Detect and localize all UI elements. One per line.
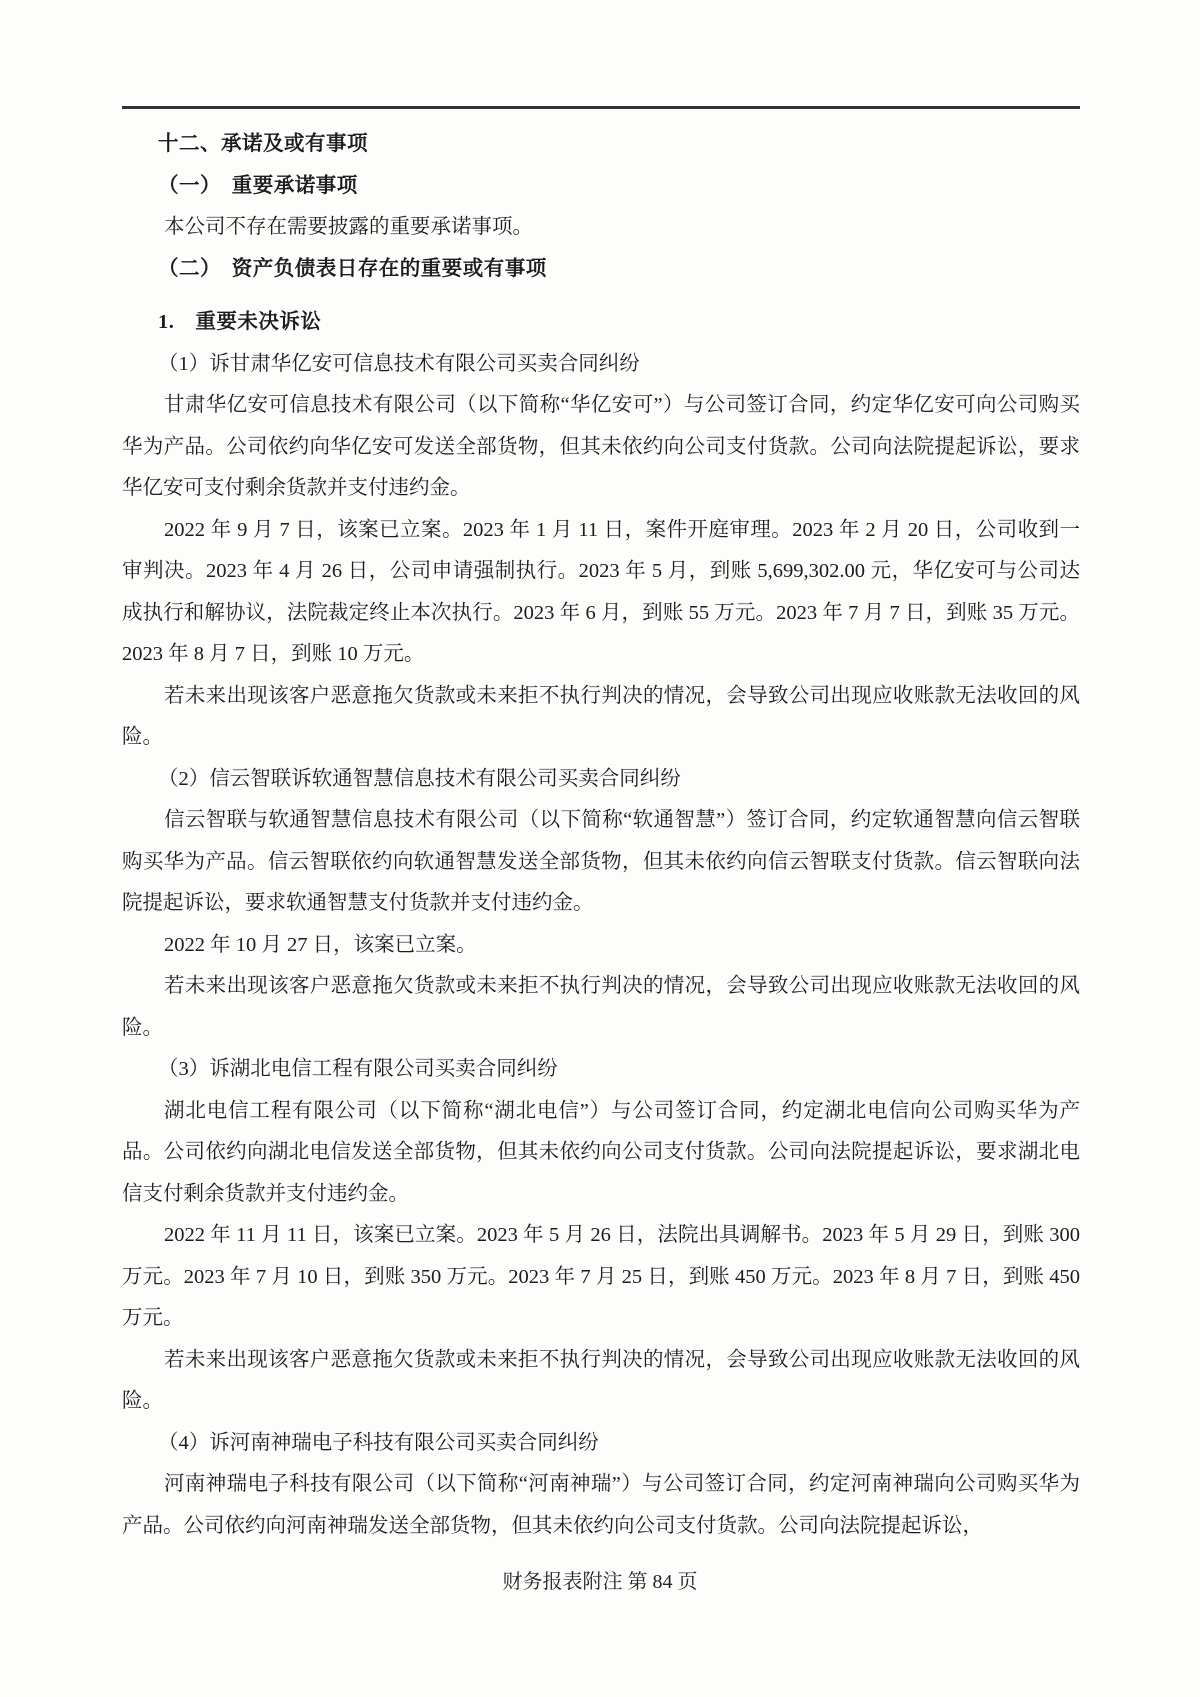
page-footer: 财务报表附注 第 84 页 (502, 1571, 698, 1593)
paragraph: 本公司不存在需要披露的重要承诺事项。 (164, 216, 533, 238)
case-title: （4）诉河南神瑞电子科技有限公司买卖合同纠纷 (158, 1431, 599, 1454)
paragraph: 河南神瑞电子科技有限公司（以下简称“河南神瑞”）与公司签订合同，约定河南神瑞向公司购买华为产品。公司依约向河南神瑞发送全部货物，但其未依约向公司支付货款。公司向法院提起诉讼， (122, 1473, 1080, 1537)
paragraph: 信云智联与软通智慧信息技术有限公司（以下简称“软通智慧”）签订合同，约定软通智慧向信云智联购买华为产品。信云智联依约向软通智慧发送全部货物，但其未依约向信云智联支付货款。信云智联向法院提起诉讼，要求软通智慧支付货款并支付违约金。 (122, 809, 1080, 914)
header-rule (122, 106, 1080, 109)
paragraph: 2022 年 10 月 27 日，该案已立案。 (164, 933, 477, 956)
case-title: （3）诉湖北电信工程有限公司买卖合同纠纷 (158, 1058, 558, 1080)
subsection-heading: （二） 资产负债表日存在的重要或有事项 (158, 257, 547, 280)
case-title: （1）诉甘肃华亿安可信息技术有限公司买卖合同纠纷 (158, 352, 640, 375)
paragraph: 若未来出现该客户恶意拖欠货款或未来拒不执行判决的情况，会导致公司出现应收账款无法收回的风险。 (122, 975, 1080, 1039)
case-title: （2）信云智联诉软通智慧信息技术有限公司买卖合同纠纷 (158, 767, 681, 790)
section-heading: 十二、承诺及或有事项 (158, 133, 368, 155)
paragraph: 若未来出现该客户恶意拖欠货款或未来拒不执行判决的情况，会导致公司出现应收账款无法收回的风险。 (122, 1348, 1080, 1412)
paragraph: 甘肃华亿安可信息技术有限公司（以下简称“华亿安可”）与公司签订合同，约定华亿安可向公司购买华为产品。公司依约向华亿安可发送全部货物，但其未依约向公司支付货款。公司向法院提起诉讼，要求华亿安可支付剩余货款并支付违约金。 (122, 394, 1080, 499)
subsection-heading: （一） 重要承诺事项 (158, 174, 358, 197)
paragraph: 2022 年 11 月 11 日，该案已立案。2023 年 5 月 26 日，法院出具调解书。2023 年 5 月 29 日，到账 300 万元。2023 年 7 月 10 日，到账 350 万元。2023 年 7 月 25 日，到账 450 万元。2023 年 8 月 7 日，到账 450 万元。 (122, 1224, 1080, 1329)
clause-heading: 1. 重要未决诉讼 (158, 311, 322, 333)
paragraph: 若未来出现该客户恶意拖欠货款或未来拒不执行判决的情况，会导致公司出现应收账款无法收回的风险。 (122, 684, 1080, 748)
paragraph: 湖北电信工程有限公司（以下简称“湖北电信”）与公司签订合同，约定湖北电信向公司购买华为产品。公司依约向湖北电信发送全部货物，但其未依约向公司支付货款。公司向法院提起诉讼，要求湖北电信支付剩余货款并支付违约金。 (122, 1099, 1080, 1205)
paragraph: 2022 年 9 月 7 日，该案已立案。2023 年 1 月 11 日，案件开庭审理。2023 年 2 月 20 日，公司收到一审判决。2023 年 4 月 26 日，公司申请强制执行。2023 年 5 月，到账 5,699,302.00 元，华亿安可与公司达成执行和解协议，法院裁定终止本次执行。2023 年 6 月，到账 55 万元。2023 年 7 月 7 日，到账 35 万元。2023 年 8 月 7 日，到账 10 万元。 (122, 518, 1080, 665)
page-content (122, 124, 1080, 1547)
